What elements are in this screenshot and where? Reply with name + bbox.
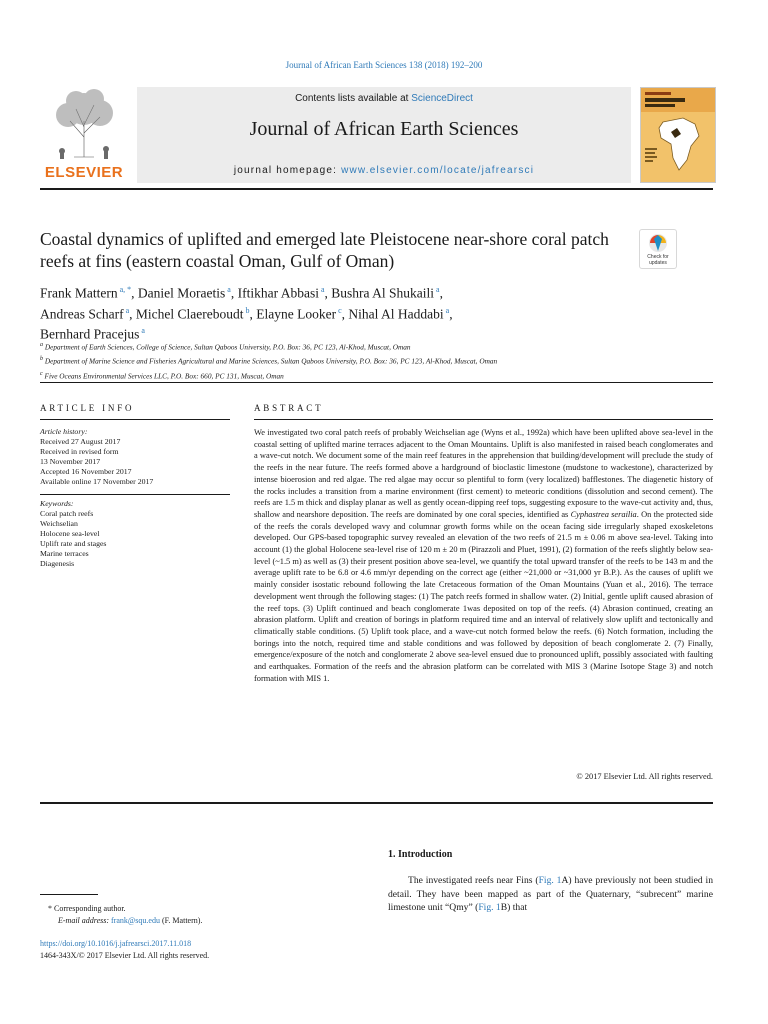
affiliation-item: [40, 353, 700, 367]
author-separator: ,: [449, 306, 453, 321]
history-item: Available online 17 November 2017: [40, 477, 154, 487]
doi-block: [40, 938, 360, 961]
keyword-item: Weichselian: [40, 518, 78, 528]
fig-1-link-2[interactable]: Fig. 1: [478, 902, 501, 914]
abstract-heading: ABSTRACT: [254, 403, 324, 413]
doi-link[interactable]: https://doi.org/10.1016/j.jafrearsci.2017.11.018: [40, 939, 192, 948]
affiliation-item: [40, 339, 700, 353]
corresponding-author-label: Corresponding author.: [54, 904, 126, 913]
abstract-bottom-rule: [40, 802, 713, 804]
author-name[interactable]: Frank Mattern: [40, 285, 118, 301]
article-info-block: [40, 427, 230, 569]
intro-text-1: The investigated reefs near Fins (: [408, 875, 539, 886]
introduction-heading: 1. Introduction: [388, 849, 453, 860]
history-list: [40, 437, 230, 487]
author-separator: ,: [324, 285, 332, 301]
abstract-species: Cyphastrea serailia: [570, 509, 637, 519]
affiliation-text: Department of Marine Science and Fisheries Agricultural and Marine Sciences, Sultan Qaboos University, P.O. Box: 36, PC 123, Al-Khod, Muscat, Oman: [43, 356, 498, 366]
email-suffix: (F. Mattern).: [159, 915, 203, 925]
abstract-text: [254, 427, 713, 684]
author-affiliation-marker[interactable]: a: [318, 285, 325, 294]
history-label: Article history:: [40, 427, 88, 436]
intro-text-3: B) that: [500, 902, 528, 914]
keyword-item: Diagenesis: [40, 559, 75, 569]
corresponding-author-footnote: [40, 903, 340, 926]
journal-citation[interactable]: Journal of African Earth Sciences 138 (2018) 192–200: [285, 60, 483, 70]
keyword-item: Uplift rate and stages: [40, 538, 107, 548]
author-name[interactable]: Iftikhar Abbasi: [237, 285, 319, 301]
author-name[interactable]: Michel Claereboudt: [135, 306, 244, 321]
keyword-item: Holocene sea-level: [40, 528, 100, 538]
issn-line: 1464-343X/© 2017 Elsevier Ltd. All rights reserved.: [40, 950, 210, 960]
author-name[interactable]: Elayne Looker: [256, 306, 337, 321]
article-title: Coastal dynamics of uplifted and emerged late Pleistocene near-shore coral patch reefs at fins (eastern coastal Oman, Gulf of Oman): [40, 229, 609, 271]
author-affiliation-marker[interactable]: a: [225, 285, 231, 294]
article-info-rule: [40, 419, 230, 420]
elsevier-logo[interactable]: [40, 87, 128, 183]
author-list: [40, 281, 600, 343]
author-separator: ,: [439, 285, 443, 301]
homepage-link[interactable]: www.elsevier.com/locate/jafrearsci: [341, 165, 535, 176]
history-item: Received 27 August 2017: [40, 437, 121, 447]
footnote-marker: *: [48, 904, 52, 913]
keywords-rule: [40, 494, 230, 495]
affiliation-letter: a: [40, 342, 43, 348]
affiliation-letter: c: [40, 370, 43, 377]
article-info-heading: ARTICLE INFO: [40, 403, 135, 413]
sciencedirect-link[interactable]: ScienceDirect: [411, 93, 473, 104]
journal-title: Journal of African Earth Sciences: [249, 118, 519, 140]
author-name[interactable]: Bushra Al Shukaili: [331, 285, 435, 301]
fig-1-link[interactable]: Fig. 1: [538, 875, 562, 886]
africa-map-icon: [641, 88, 715, 182]
introduction-paragraph: [388, 874, 713, 915]
author-name[interactable]: Daniel Moraetis: [137, 285, 226, 301]
keywords-label: Keywords:: [40, 498, 74, 508]
author-affiliation-marker[interactable]: a: [139, 326, 145, 335]
affiliation-item: [40, 368, 700, 382]
author-name[interactable]: Nihal Al Haddabi: [348, 306, 444, 321]
author-name[interactable]: Bernhard Pracejus: [40, 326, 140, 342]
header-rule: [40, 188, 713, 190]
keywords-list: [40, 509, 230, 570]
author-separator: ,: [129, 306, 136, 321]
affiliation-text: Department of Earth Sciences, College of Science, Sultan Qaboos University, P.O. Box: 36, PC 123, Al-Khod, Muscat, Oman: [43, 342, 411, 352]
history-item: 13 November 2017: [40, 457, 101, 467]
author-separator: ,: [230, 285, 238, 301]
history-item: Accepted 16 November 2017: [40, 467, 132, 477]
abstract-part-2: . On the protected side of the reefs the corals developed wavy and columnar growth forms while on the ocean facing side irregularly shaped exoskeletons developed. Our GPS-based topographic survey revealed an elevation of the two reefs of 21.5 m ± 0.06 m above sea-level. Taking into account (1) the global Holocene sea-level rise of 120 m ± 20 m (Pirazzoli and Pluet, 1991), (2) formation of the reefs slightly below sea-level (~1.5 m) as well as (3) their present position above sea-level, we quantify the total upward transfer of the reefs to be 143 m and the average uplift rate to be 6.8 or 4.6 mm/yr depending on the correct age (either ~21,000 or ~31,000 yr B.P.). As the causes of uplift we mainly consider isostatic rebound following the late Cretaceous formation of the Oman Mountains (Yuan et al., 2016). The terrace development went through the following stages: (1) The patch reefs formed in shallow water. (2) Initial, gentle uplift caused abrasion of the reef tops. (3) Uplift continued and beach conglomerate 1was deposited on top of the reefs. (4) Abrasion continued, creating an abrasion platform. Uplift and creation of borings in platform required time and an interval of relatively slow uplift and tectonically and climatically stable conditions. (5) Uplift took place, and a wave-cut notch formed below the reefs. (6) Notch formation, including the borings into the notch, required time and stable conditions and was followed by deposition of beach conglomerate 2. (7) Finally, emergence/exposure of the notch and conglomerate 2 above sea-level ensued due to pronounced uplift, possibly associated with faulting and earthquakes. Formation of the reefs and the abrasion platform can be correlated with MIS 3 (Marine Isotope Stage 3) and notch formation with MIS 1.: [254, 509, 713, 683]
footnote-rule: [40, 894, 98, 895]
affiliation-text: Five Oceans Environmental Services LLC, P.O. Box: 660, PC 131, Muscat, Oman: [42, 371, 284, 381]
elsevier-wordmark: ELSEVIER: [44, 164, 124, 181]
affiliation-rule: [40, 382, 713, 383]
affiliation-letter: b: [40, 356, 43, 363]
intro-text-2: A) have previously not been studied in detail. They have been mapped as part of the Quaternary, “subrecent” marine limestone unit “Qmy” (: [388, 875, 713, 914]
author-email-link[interactable]: frank@squ.edu: [111, 915, 160, 925]
author-affiliation-marker[interactable]: a, *: [117, 285, 132, 294]
author-separator: ,: [341, 306, 349, 321]
check-for-updates-badge[interactable]: [639, 229, 677, 269]
journal-homepage-line: [137, 165, 631, 176]
author-name[interactable]: Andreas Scharf: [40, 306, 124, 321]
crossmark-label: Check for updates: [647, 254, 669, 266]
homepage-label: journal homepage:: [233, 165, 342, 176]
author-separator: ,: [249, 306, 257, 321]
author-affiliation-marker[interactable]: a: [123, 305, 130, 315]
author-affiliation-marker[interactable]: c: [336, 305, 342, 315]
abstract-rule: [254, 419, 713, 420]
author-separator: ,: [131, 285, 138, 301]
history-item: Received in revised form: [40, 447, 119, 457]
author-affiliation-marker[interactable]: b: [243, 305, 250, 315]
elsevier-tree-icon: [40, 87, 128, 163]
author-affiliation-marker[interactable]: a: [434, 285, 440, 294]
abstract-part-1: We investigated two coral patch reefs of probably Weichselian age (Wyns et al., 1992a) which have been uplifted above sea-level in the coastal setting of uplifted marine terraces adjacent to the Oman Mountains. Uplift is also manifested in raised beach conglomerates and a wave-cut notch. We document some of the main reef features in the apprehension that building/development will preclude the study of the reefs in the near future. The reefs formed above a hardground of bioclastic limestone (mudstone to wackestone), characterized by intense bioerosion and red algae. The red algae may occur so plentiful to form (very localized) bafflestones. The diagenetic history of the rocks includes a transition from a marine environment (first cement) to meteoric conditions (dissolution and second cement). The reefs are 1.5 m thick and display planar as well as gently ocean-dipping reef tops, suggesting exposure to the wave-cut activity and, thus, shallow and nearshore deposition. The reefs are dominated by one coral species, identified as: [254, 428, 713, 519]
email-label: E-mail address:: [58, 915, 112, 925]
author-affiliation-marker[interactable]: a: [443, 305, 450, 315]
abstract-copyright: © 2017 Elsevier Ltd. All rights reserved.: [576, 772, 713, 781]
keyword-item: Coral patch reefs: [40, 508, 94, 518]
journal-cover-thumbnail[interactable]: [640, 87, 716, 183]
keyword-item: Marine terraces: [40, 549, 89, 559]
contents-prefix: Contents lists available at: [295, 93, 412, 104]
contents-available-line: [137, 93, 631, 104]
crossmark-icon: [640, 231, 676, 255]
affiliation-list: [40, 339, 700, 382]
